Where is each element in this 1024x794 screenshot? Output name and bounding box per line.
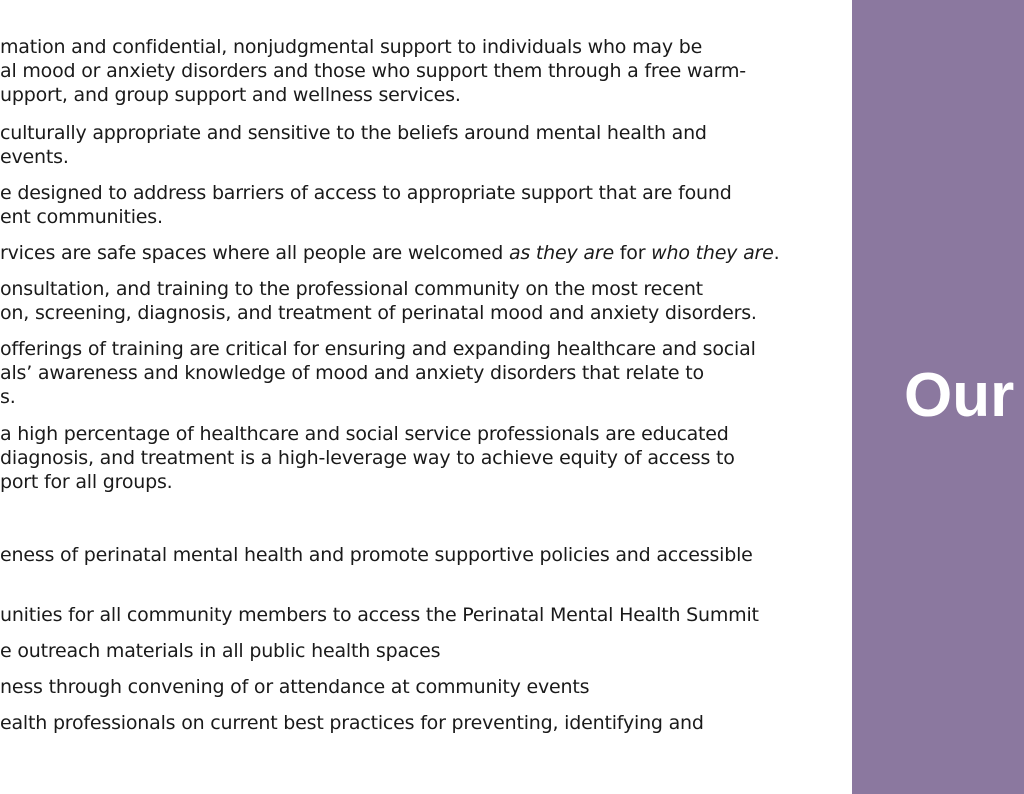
paragraph-safe-spaces	[0, 241, 779, 265]
sidebar-panel	[852, 0, 1024, 794]
paragraph-awareness	[0, 543, 753, 567]
text-line: events.	[0, 146, 69, 168]
text-line: s.	[0, 386, 16, 408]
text-line: culturally appropriate and sensitive to the beliefs around mental health and	[0, 122, 707, 144]
text-line: ealth professionals on current best practices for preventing, identifying and	[0, 712, 704, 734]
paragraph-cultural	[0, 121, 707, 169]
text-line: mation and confidential, nonjudgmental support to individuals who may be	[0, 36, 703, 58]
text-line: unities for all community members to access the Perinatal Mental Health Summit	[0, 604, 759, 626]
sidebar-title: Our	[904, 361, 1015, 430]
emphasis-text: who they are	[651, 242, 774, 264]
paragraph-support-services	[0, 35, 746, 107]
text-line: eness of perinatal mental health and promote supportive policies and accessible	[0, 544, 753, 566]
text-line: on, screening, diagnosis, and treatment of perinatal mood and anxiety disorders.	[0, 302, 757, 324]
text-line: als’ awareness and knowledge of mood and anxiety disorders that relate to	[0, 362, 704, 384]
paragraph-barriers	[0, 181, 732, 229]
paragraph-summit	[0, 603, 759, 627]
paragraph-outreach	[0, 639, 440, 663]
text-line: e outreach materials in all public health spaces	[0, 640, 441, 662]
text-line: a high percentage of healthcare and social service professionals are educated	[0, 423, 729, 445]
text-line: ness through convening of or attendance at community events	[0, 676, 590, 698]
paragraph-events	[0, 675, 589, 699]
text-line: offerings of training are critical for ensuring and expanding healthcare and social	[0, 338, 756, 360]
paragraph-consultation	[0, 277, 757, 325]
text-line: e designed to address barriers of access to appropriate support that are found	[0, 182, 732, 204]
paragraph-equity	[0, 422, 735, 494]
text-line: al mood or anxiety disorders and those who support them through a free warm-	[0, 60, 746, 82]
paragraph-training	[0, 337, 756, 409]
text-line: diagnosis, and treatment is a high-leverage way to achieve equity of access to	[0, 447, 735, 469]
text-line: upport, and group support and wellness services.	[0, 84, 461, 106]
text-line: rvices are safe spaces where all people are welcomed as they are for who they are.	[0, 242, 780, 264]
paragraph-best-practices	[0, 711, 704, 735]
text-line: port for all groups.	[0, 471, 173, 493]
text-line: onsultation, and training to the professional community on the most recent	[0, 278, 703, 300]
text-line: ent communities.	[0, 206, 163, 228]
emphasis-text: as they are	[508, 242, 614, 264]
